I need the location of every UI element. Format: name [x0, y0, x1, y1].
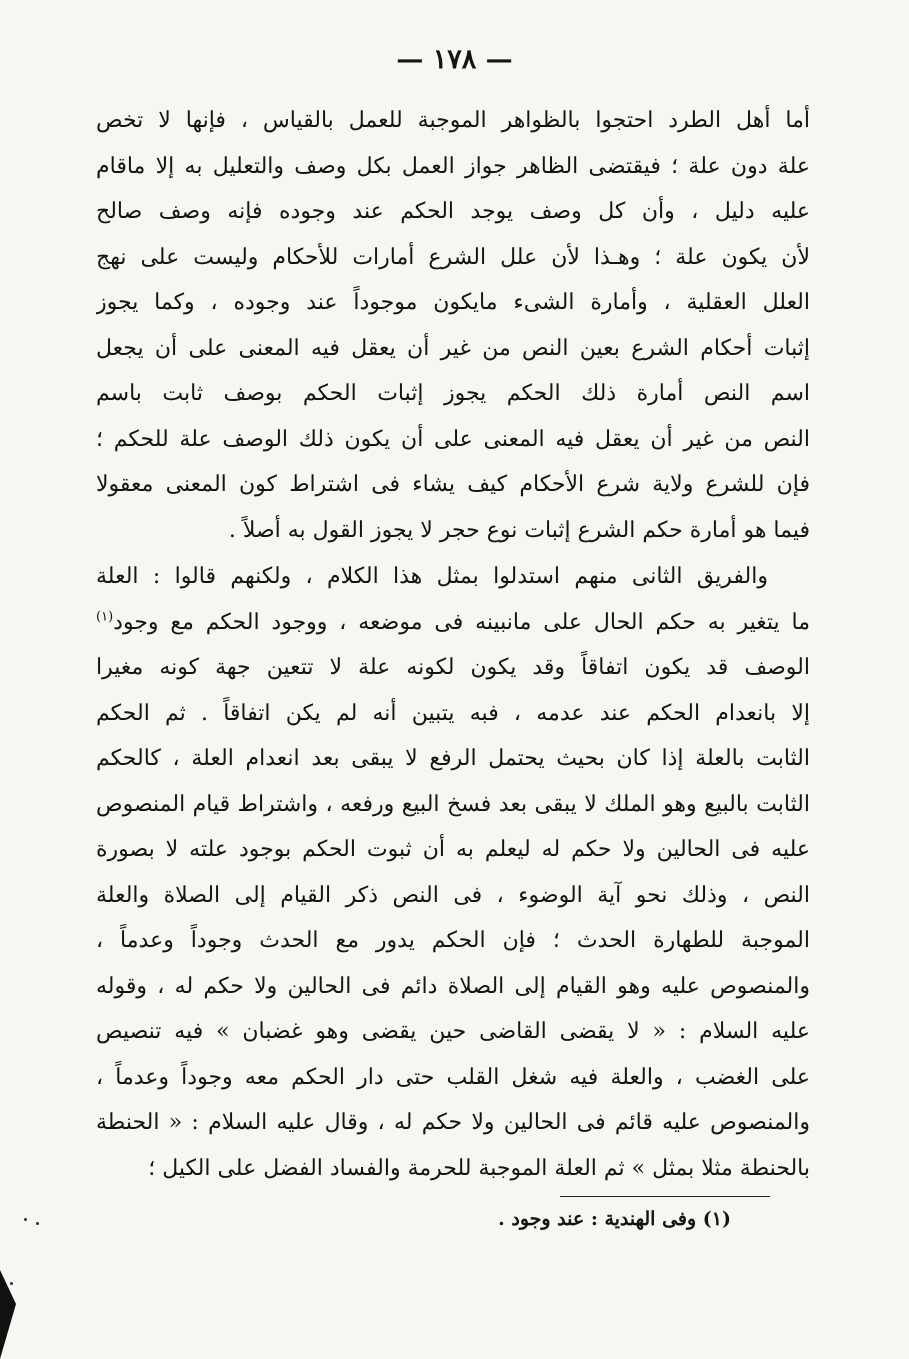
text-line: عليه دليل ، وأن كل وصف يوجد الحكم عند وجوده فإنه وصف صالح	[96, 199, 810, 224]
text-line-with-footnote	[96, 600, 810, 646]
scan-speck	[24, 1218, 27, 1221]
text-line: العلل العقلية ، وأمارة الشىء مايكون موجوداً عند وجوده ، وكما يجوز	[96, 290, 810, 315]
text-line-content: ما يتغير به حكم الحال على مانبينه فى موضعه ، ووجود الحكم مع وجود	[113, 609, 810, 635]
text-line: الموجبة للطهارة الحدث ؛ فإن الحكم يدور مع الحدث وجوداً وعدماً ،	[96, 928, 810, 953]
text-line: اسم النص أمارة ذلك الحكم يجوز إثبات الحكم بوصف ثابت باسم	[96, 381, 810, 406]
text-line: لأن يكون علة ؛ وهـذا لأن علل الشرع أمارات للأحكام وليست على نهج	[96, 244, 810, 270]
footnote-marker: (١)	[96, 609, 114, 625]
text-line: والمنصوص عليه وهو القيام إلى الصلاة دائم فى الحالين ولا حكم له ، وقوله	[96, 973, 810, 999]
text-line: والمنصوص عليه قائم فى الحالين ولا حكم له ، وقال عليه السلام : « الحنطة	[96, 1110, 810, 1135]
text-line: فإن للشرع ولاية شرع الأحكام كيف يشاء فى اشتراط كون المعنى معقولا	[96, 472, 810, 497]
text-line: النص من غير أن يعقل فيه المعنى على أن يكون ذلك الوصف علة للحكم ؛	[96, 426, 810, 452]
paragraph-2	[96, 554, 810, 1191]
text-line: الثابت بالبيع وهو الملك لا يبقى بعد فسخ البيع ورفعه ، واشتراط قيام المنصوص	[96, 791, 810, 817]
text-line: عليه فى الحالين ولا حكم له ليعلم به أن ثبوت الحكم بوجود علته لا بصورة	[96, 837, 810, 862]
scan-edge-shadow	[0, 1270, 16, 1359]
footnote-divider	[560, 1196, 770, 1197]
scan-speck	[36, 1222, 39, 1225]
text-line: النص ، وذلك نحو آية الوضوء ، فى النص ذكر القيام إلى الصلاة والعلة	[96, 882, 810, 908]
text-line: على الغضب ، والعلة فيه شغل القلب حتى دار الحكم معه وجوداً وعدماً ،	[96, 1064, 810, 1090]
footnote: (١) وفى الهندية : عند وجود .	[498, 1208, 731, 1230]
text-line: إلا بانعدام الحكم عند عدمه ، فبه يتبين أنه لم يكن اتفاقاً . ثم الحكم	[96, 700, 810, 726]
text-line: عليه السلام : « لا يقضى القاضى حين يقضى وهو غضبان » فيه تنصيص	[96, 1019, 810, 1044]
text-line: علة دون علة ؛ فيقتضى الظاهر جواز العمل بكل وصف والتعليل به إلا ماقام	[96, 153, 810, 179]
text-line: الوصف قد يكون اتفاقاً وقد يكون لكونه علة لا تتعين جهة كونه مغيرا	[96, 655, 810, 680]
page-number: — ١٧٨ —	[396, 44, 513, 75]
text-line: فيما هو أمارة حكم الشرع إثبات نوع حجر لا يجوز القول به أصلاً .	[228, 517, 810, 543]
text-line: بالحنطة مثلا بمثل » ثم العلة الموجبة للحرمة والفساد الفضل على الكيل ؛	[148, 1155, 810, 1181]
text-line: إثبات أحكام الشرع بعين النص من غير أن يعقل فيه المعنى على أن يجعل	[96, 335, 810, 361]
text-line: أما أهل الطرد احتجوا بالظواهر الموجبة للعمل بالقياس ، فإنها لا تخص	[96, 108, 810, 133]
text-line: والفريق الثانى منهم استدلوا بمثل هذا الكلام ، ولكنهم قالوا : العلة	[96, 564, 768, 589]
scan-speck	[10, 1282, 13, 1285]
paragraph-1	[96, 98, 810, 553]
text-line: الثابت بالعلة إذا كان بحيث يحتمل الرفع لا يبقى بعد انعدام العلة ، كالحكم	[96, 746, 810, 771]
